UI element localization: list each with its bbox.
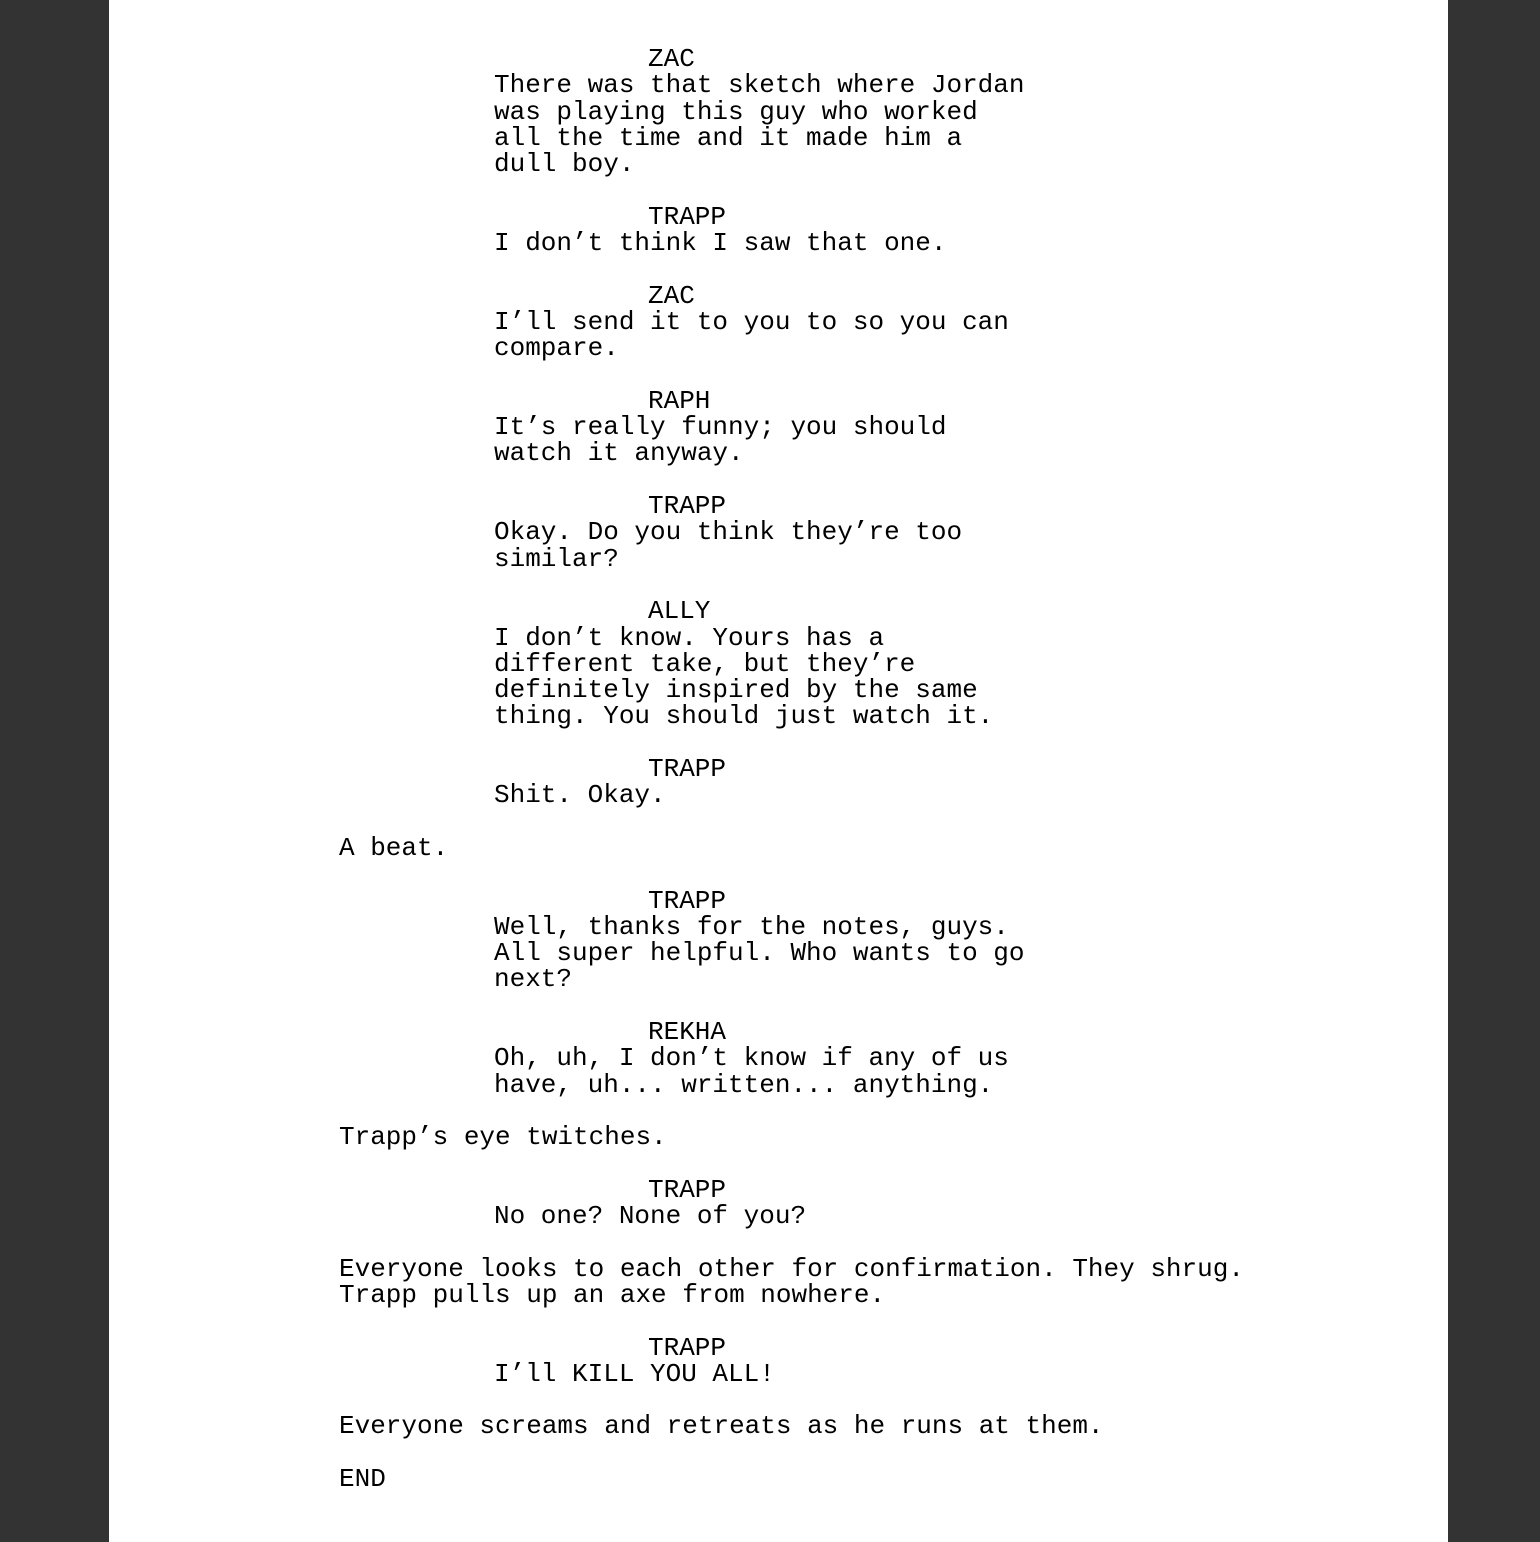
blank-line	[109, 1098, 1448, 1124]
dialogue-line: I don’t know. Yours has a	[494, 622, 885, 653]
dialogue-line: next?	[494, 964, 573, 995]
character-name: RAPH	[648, 385, 711, 416]
blank-line	[109, 256, 1448, 282]
character-name: ALLY	[648, 596, 711, 627]
blank-line	[109, 467, 1448, 493]
blank-line	[109, 177, 1448, 203]
character-name: TRAPP	[648, 754, 727, 785]
dialogue-line: Oh, uh, I don’t know if any of us	[494, 1043, 1009, 1074]
blank-line	[109, 1387, 1448, 1413]
dialogue-line: All super helpful. Who wants to go	[494, 938, 1025, 969]
script-page	[109, 0, 1448, 1542]
action-line: Everyone looks to each other for confirmation. They shrug.	[339, 1253, 1244, 1284]
transition-line: END	[339, 1464, 386, 1495]
blank-line	[109, 809, 1448, 835]
dialogue-line: It’s really funny; you should	[494, 412, 947, 443]
dialogue-line: was playing this guy who worked	[494, 96, 978, 127]
blank-line	[109, 1308, 1448, 1334]
dialogue-line: No one? None of you?	[494, 1201, 807, 1232]
action-line: Everyone screams and retreats as he runs at them.	[339, 1411, 1104, 1442]
character-name: TRAPP	[648, 1174, 727, 1205]
dialogue-line: compare.	[494, 333, 619, 364]
dialogue-line: thing. You should just watch it.	[494, 701, 994, 732]
character-name: TRAPP	[648, 201, 727, 232]
blank-line	[109, 730, 1448, 756]
dialogue-line: watch it anyway.	[494, 438, 744, 469]
character-name: ZAC	[648, 280, 695, 311]
dialogue-line: I’ll KILL YOU ALL!	[494, 1358, 775, 1389]
character-name: REKHA	[648, 1016, 727, 1047]
dialogue-line: different take, but they’re	[494, 648, 916, 679]
dialogue-line: Well, thanks for the notes, guys.	[494, 911, 1009, 942]
dialogue-line: Shit. Okay.	[494, 780, 666, 811]
blank-line	[109, 1440, 1448, 1466]
action-line: A beat.	[339, 832, 449, 863]
blank-line	[109, 572, 1448, 598]
blank-line	[109, 993, 1448, 1019]
character-name: ZAC	[648, 44, 695, 74]
dialogue-line: definitely inspired by the same	[494, 675, 978, 706]
dialogue-line: all the time and it made him a	[494, 122, 963, 153]
dialogue-line: have, uh... written... anything.	[494, 1069, 994, 1100]
character-name: TRAPP	[648, 885, 727, 916]
screenplay-body	[109, 44, 1448, 1495]
action-line: Trapp pulls up an axe from nowhere.	[339, 1279, 886, 1310]
dialogue-line: similar?	[494, 543, 619, 574]
blank-line	[109, 1150, 1448, 1176]
blank-line	[109, 362, 1448, 388]
dialogue-line: I’ll send it to you to so you can	[494, 306, 1009, 337]
dialogue-line: There was that sketch where Jordan	[494, 70, 1025, 101]
dialogue-line: Okay. Do you think they’re too	[494, 517, 963, 548]
action-line: Trapp’s eye twitches.	[339, 1122, 667, 1153]
dialogue-line: dull boy.	[494, 149, 635, 180]
character-name: TRAPP	[648, 491, 727, 522]
dialogue-line: I don’t think I saw that one.	[494, 228, 947, 259]
blank-line	[109, 861, 1448, 887]
character-name: TRAPP	[648, 1332, 727, 1363]
blank-line	[109, 1229, 1448, 1255]
